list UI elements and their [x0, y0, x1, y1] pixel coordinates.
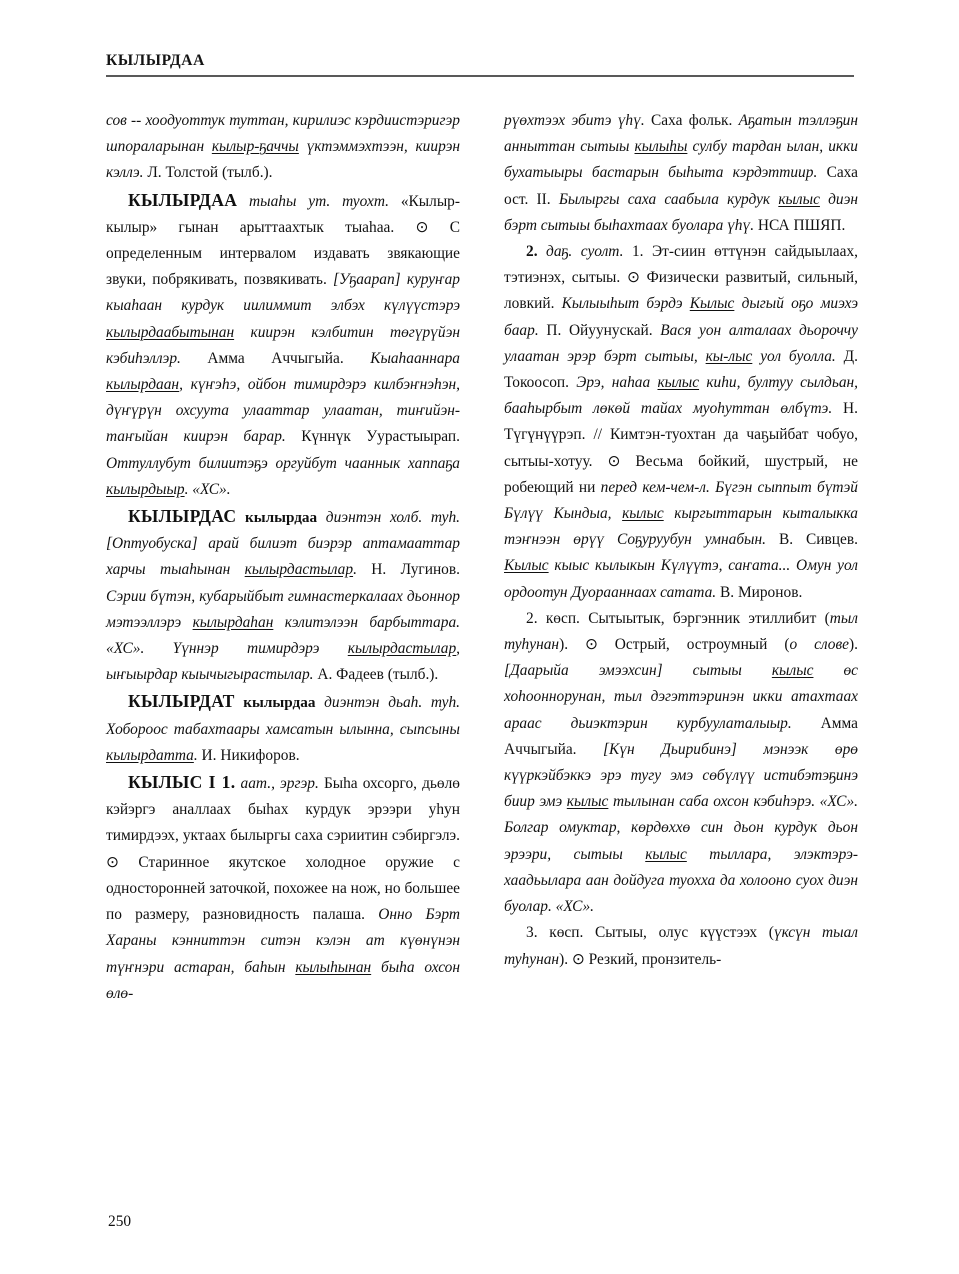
text-run: Кылыс: [689, 295, 735, 313]
text-run: Сытыытык, бэргэнник этиллибит (: [588, 609, 830, 627]
text-run: быһа охсон өлө-: [106, 958, 460, 1002]
text-run: В. Миронов.: [719, 583, 803, 601]
text-run: КЫЛЫРДАТ: [128, 691, 235, 712]
text-run: ).: [849, 636, 858, 654]
text-run: Сытыы, олус күүстээх (: [595, 924, 774, 942]
text-run: ).: [559, 950, 572, 968]
text-run: Весьма бойкий, шустрый, не робеющий ни: [504, 452, 859, 496]
text-run: Н. Түгүнүүрэп.: [504, 400, 858, 444]
text-run: Л. Толстой (тылб.).: [147, 164, 273, 182]
text-run: аат., эргэр.: [235, 775, 324, 793]
text-run: кылырдаа: [234, 694, 316, 712]
text-run: Онно Бэрт Хараны кэнниттэн ситэн кэлэн ат күөнүнэн түҥнэри астаран, баһын: [106, 906, 460, 976]
text-run: Резкий, пронзитель-: [584, 950, 722, 968]
text-run: В. Сивцев.: [778, 531, 858, 549]
text-run: Сэрии бүтэн, кубарыйбыт гимнастеркалаах дьоннор мэтээллэрэ: [106, 587, 460, 631]
text-run: Эрэ, наһаа: [576, 374, 658, 392]
text-run: диэнтэн холб. туһ.: [317, 509, 460, 527]
text-run: сытыы: [662, 662, 772, 680]
text-run: диэн бэрт сытыы быһахтаах буолара үһү.: [504, 190, 858, 234]
text-run: ⊙: [571, 950, 585, 968]
entry-kylys-1: [106, 769, 460, 1007]
text-run: кылыһы: [634, 138, 688, 156]
text-run: Бүгэн сыппыт бүтэй Бүлүү Кындыа,: [504, 478, 858, 523]
text-run: [Оптуобуска]: [106, 535, 198, 553]
text-run: Д. Токоосоп.: [504, 347, 859, 392]
text-run: перед кем-чем-л.: [600, 478, 716, 496]
text-run: [Уҕаарап]: [333, 271, 401, 289]
text-run: кылыс: [771, 662, 814, 680]
text-run: ).: [559, 636, 585, 654]
text-run: кэлитэлээн барбыттара. «ХС». Үүннэр тимирдэрэ: [106, 613, 460, 658]
page-number: 250: [108, 1213, 132, 1230]
text-run: кыыс кылыкын Күлүүтэ, саҥата... Омун уол ордоотун Дуорааннаах сатата.: [504, 557, 858, 601]
text-run: кылырдастылар: [244, 561, 354, 579]
text-run: // Кимтэн-туохтан да чаҕыйбат чобуо, сытыы-хотуу.: [504, 426, 858, 470]
text-run: кылырдатта: [106, 746, 194, 764]
text-run: Кылыс: [504, 557, 549, 575]
entry-kylys-2: [504, 239, 858, 606]
text-run: С определенным интервалом издавать звякающие звуки, побрякивать, позвякивать.: [106, 218, 460, 289]
text-run: Хобороос табахтаары хамсатын ылынна, сыпсыны: [106, 720, 460, 738]
text-run: Оттуллубут билиитэҕэ оргуйбут чааннык хаппаҕа: [106, 454, 460, 472]
text-run: 2. көсп.: [526, 609, 589, 627]
text-run: Н. Лугинов.: [371, 561, 460, 579]
text-run: Старинное якутское холодное оружие с односторонней заточкой, похожее на нож, но большее по размеру, разновидность палаша.: [106, 853, 460, 924]
two-column-body: [106, 108, 858, 1193]
text-run: . «ХС».: [184, 480, 231, 498]
text-run: арай билиэт биэрэр аптамааттар харчы тыаһынан: [106, 535, 460, 579]
text-run: П. Ойуунускай.: [546, 321, 661, 339]
right-column: [504, 108, 858, 1193]
text-run: ⊙: [106, 853, 119, 871]
text-run: ⊙: [607, 452, 621, 470]
text-run: Физически развитый, сильный, ловкий.: [504, 269, 858, 313]
text-run: киһи, бултуу сылдьан, бааһырбыт лөкөй тайах муоһуттан өлбүтэ.: [504, 374, 858, 418]
text-run: Былыргы саха саабыла курдук: [558, 190, 779, 208]
cont-kylys-1: [504, 108, 858, 239]
text-run: лыс: [728, 347, 753, 365]
text-run: кылыс: [657, 374, 700, 392]
text-run: кылыс: [645, 845, 687, 863]
entry-kylys-sense3: [504, 920, 858, 972]
text-run: Амма Аччыгыйа.: [504, 714, 858, 758]
entry-kylyrdat: [106, 688, 460, 769]
text-run: тыл туһунан: [504, 609, 858, 654]
text-run: кылырдаан: [106, 376, 180, 394]
text-run: киирэн кэлбитин төгүрүйэн кэбиһэллэр.: [106, 323, 460, 367]
text-run: куруҥар кыаһаан курдук иилиммит элбэх күлүүстэрэ: [106, 271, 460, 315]
text-run: тыаһы ут. туохт.: [237, 192, 401, 210]
text-run: Вася уон алталаах дьороччу улаатан эрэр бэрт сытыы,: [504, 321, 858, 365]
text-run: , күҥэһэ, ойбон тимирдэрэ килбэҥнэһэн, дүҥүрүн охсуута улааттар улаатан, тиҥийэн-таҥыйан киирэн барар.: [106, 376, 460, 446]
text-run: тылынан саба охсон кэбиһэрэ. «ХС». Болгар омуктар, көрдөххө син дьон курдук дьон эрээри, сытыы: [504, 793, 858, 863]
text-run: ⊙: [626, 269, 640, 287]
text-run: кылыс: [778, 190, 820, 208]
entry-kylyrdaa: [106, 187, 460, 503]
text-run: рүөхтээх эбитэ үһү.: [504, 112, 652, 129]
text-run: кылырдыыр: [106, 480, 185, 498]
text-run: о слове: [789, 636, 850, 654]
text-run: кылырдаһан: [192, 613, 274, 631]
text-run: кы-: [705, 347, 729, 365]
text-run: 3. көсп.: [526, 924, 596, 942]
text-run: Күннүк Уурастыырап.: [301, 428, 461, 446]
text-run: уол буолла.: [752, 347, 844, 365]
entry-kylys-sense2: [504, 606, 858, 920]
running-head: КЫЛЫРДАА: [106, 52, 205, 69]
text-run: даҕ. суолт.: [537, 243, 632, 261]
text-run: кыргыттарын кыталыкка тэҥнээн өрүү Соҕуруубун умнабын.: [504, 505, 858, 549]
text-run: КЫЛЫРДАА: [128, 189, 238, 210]
text-run: ҕаччы: [259, 138, 299, 156]
text-run: «Кылыр-кылыр» гынан арыттаахтык тыаһаа.: [106, 192, 460, 236]
text-run: сулбу тардан ылан, икки бухатыыры бастарын быһыта кэрдэттиир.: [504, 138, 858, 182]
text-run: диэнтэн дьаһ. туһ.: [315, 694, 460, 712]
text-run: кылырдаабытынан: [106, 323, 235, 341]
running-head-block: [106, 52, 854, 77]
text-run: ⊙: [584, 636, 598, 654]
text-run: үксүн тыал туһунан: [504, 924, 858, 968]
text-run: ⊙: [415, 218, 429, 236]
text-run: Саха ост. II.: [504, 164, 858, 208]
text-run: кылыс: [566, 793, 609, 811]
text-run: Саха фольк.: [651, 112, 739, 129]
text-run: 1. Эт-сиин өттүнэн сайдыылаах, тэтиэнэх, сытыы.: [504, 243, 858, 287]
text-run: , ыҥыырдар кыычыгырастылар.: [106, 640, 460, 684]
text-run: 2.: [526, 243, 538, 261]
left-column: [106, 108, 460, 1193]
text-run: КЫЛЫРДАС: [128, 506, 237, 527]
text-run: Амма Аччыгыйа.: [207, 349, 371, 367]
text-run: дыгый оҕо миэхэ баар.: [504, 295, 858, 339]
text-run: кылыс: [622, 505, 664, 523]
text-run: .: [353, 561, 372, 579]
text-run: КЫЛЫС I 1.: [128, 772, 236, 793]
text-run: Острый, остроумный (: [597, 636, 790, 654]
text-run: мэнээк өрө күүркэйбэккэ эрэ тугу эмэ сөбүлүү истибэтэҕинэ биир эмэ: [504, 740, 858, 811]
text-run: И. Никифоров.: [201, 746, 300, 764]
text-run: НСА ПШЯП.: [757, 216, 846, 234]
text-run: Быһа охсорго, дьөлө кэйэргэ аналлаах быһах курдук эрээри уһун тимирдээх, уктаах былыргы саха сэриитин сэбиргэлэ.: [106, 775, 461, 845]
entry-kylyrdas: [106, 503, 460, 688]
text-run: кылырдастылар: [347, 640, 457, 658]
text-run: А. Фадеев (тылб.).: [317, 666, 439, 684]
header-rule: [106, 75, 854, 77]
text-run: Кылыыһыт бэрдэ: [561, 295, 690, 313]
text-run: кылыһынан: [295, 958, 372, 976]
text-run: [Күн Дьирибинэ]: [603, 740, 737, 758]
text-run: кылыр-: [211, 138, 260, 156]
text-run: [Даарыйа эмээхсин]: [504, 662, 663, 680]
text-run: .: [193, 746, 202, 764]
text-run: кылырдаа: [236, 509, 318, 527]
text-run: сов -- хоодуоттук туттан, кирилиэс кэрдиистэригэр шпораларынан: [106, 112, 460, 156]
text-run: өс хоһооннорунан, тыл дэгэттэринэн икки атахтаах араас дьиэктэрин курбуулаталыыр.: [504, 662, 858, 732]
text-run: Кыаһааннара: [370, 349, 460, 367]
text-run: үктэммэхтээн, киирэн кэллэ.: [106, 138, 460, 182]
text-run: Аҕатын тэллэҕин анныттан сытыы: [504, 112, 858, 156]
text-run: тыллара, элэктэрэ-хаадьылара аан дойдуга туохха да холооно суох диэн буолар. «ХС».: [504, 845, 858, 916]
cont-kylyrdaa-prev: [106, 108, 460, 187]
